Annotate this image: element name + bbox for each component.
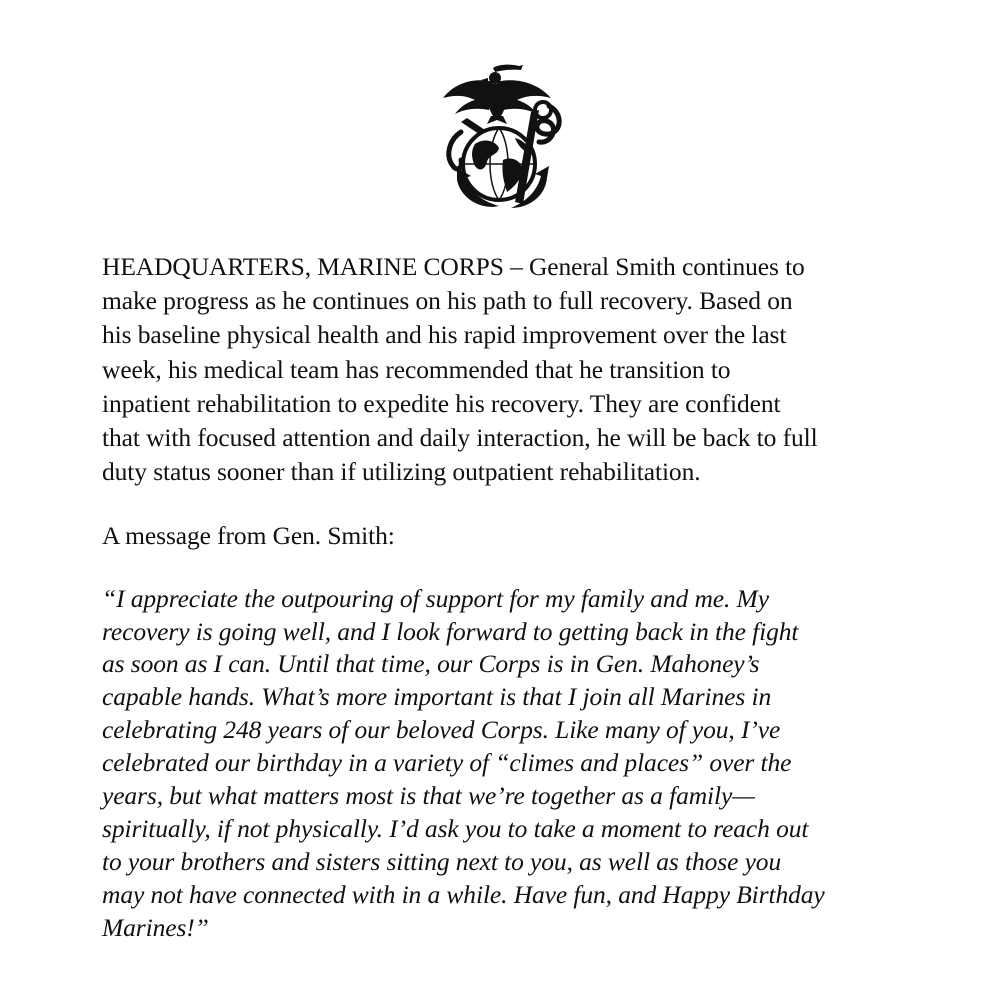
quote-line: may not have connected with in a while. Have fun, and Happy Birthday: [102, 879, 825, 909]
quote-line: capable hands. What’s more important is that I join all Marines in: [102, 682, 772, 712]
quote-line: recovery is going well, and I look forward to getting back in the fight: [102, 616, 799, 646]
quote-line: spiritually, if not physically. I’d ask you to take a moment to reach out: [102, 813, 809, 843]
general-quote: [102, 583, 902, 945]
quote-line: celebrating 248 years of our beloved Corps. Like many of you, I’ve: [102, 715, 781, 745]
paragraph-spacer: [102, 554, 902, 583]
quote-line: Marines!”: [102, 912, 209, 942]
paragraph-spacer: [102, 489, 902, 519]
statement-line: week, his medical team has recommended that he transition to: [102, 354, 731, 384]
statement-paragraph: [102, 250, 902, 489]
statement-line: inpatient rehabilitation to expedite his recovery. They are confident: [102, 388, 781, 418]
quote-line: celebrated our birthday in a variety of “climes and places” over the: [102, 748, 792, 778]
quote-line: to your brothers and sisters sitting next to you, as well as those you: [102, 846, 782, 876]
quote-line: years, but what matters most is that we’re together as a family—: [102, 781, 755, 811]
quote-line: as soon as I can. Until that time, our Corps is in Gen. Mahoney’s: [102, 649, 760, 679]
statement-line: that with focused attention and daily interaction, he will be back to full: [102, 423, 818, 453]
quote-line: “I appreciate the outpouring of support for my family and me. My: [102, 583, 769, 613]
statement-line: his baseline physical health and his rapid improvement over the last: [102, 320, 787, 350]
press-release-body: [102, 250, 902, 945]
message-intro: A message from Gen. Smith:: [102, 521, 395, 551]
statement-line: duty status sooner than if utilizing outpatient rehabilitation.: [102, 457, 701, 487]
eagle-globe-anchor-icon: [427, 60, 577, 210]
statement-line: HEADQUARTERS, MARINE CORPS – General Smith continues to: [102, 252, 805, 281]
statement-line: make progress as he continues on his path to full recovery. Based on: [102, 286, 793, 316]
